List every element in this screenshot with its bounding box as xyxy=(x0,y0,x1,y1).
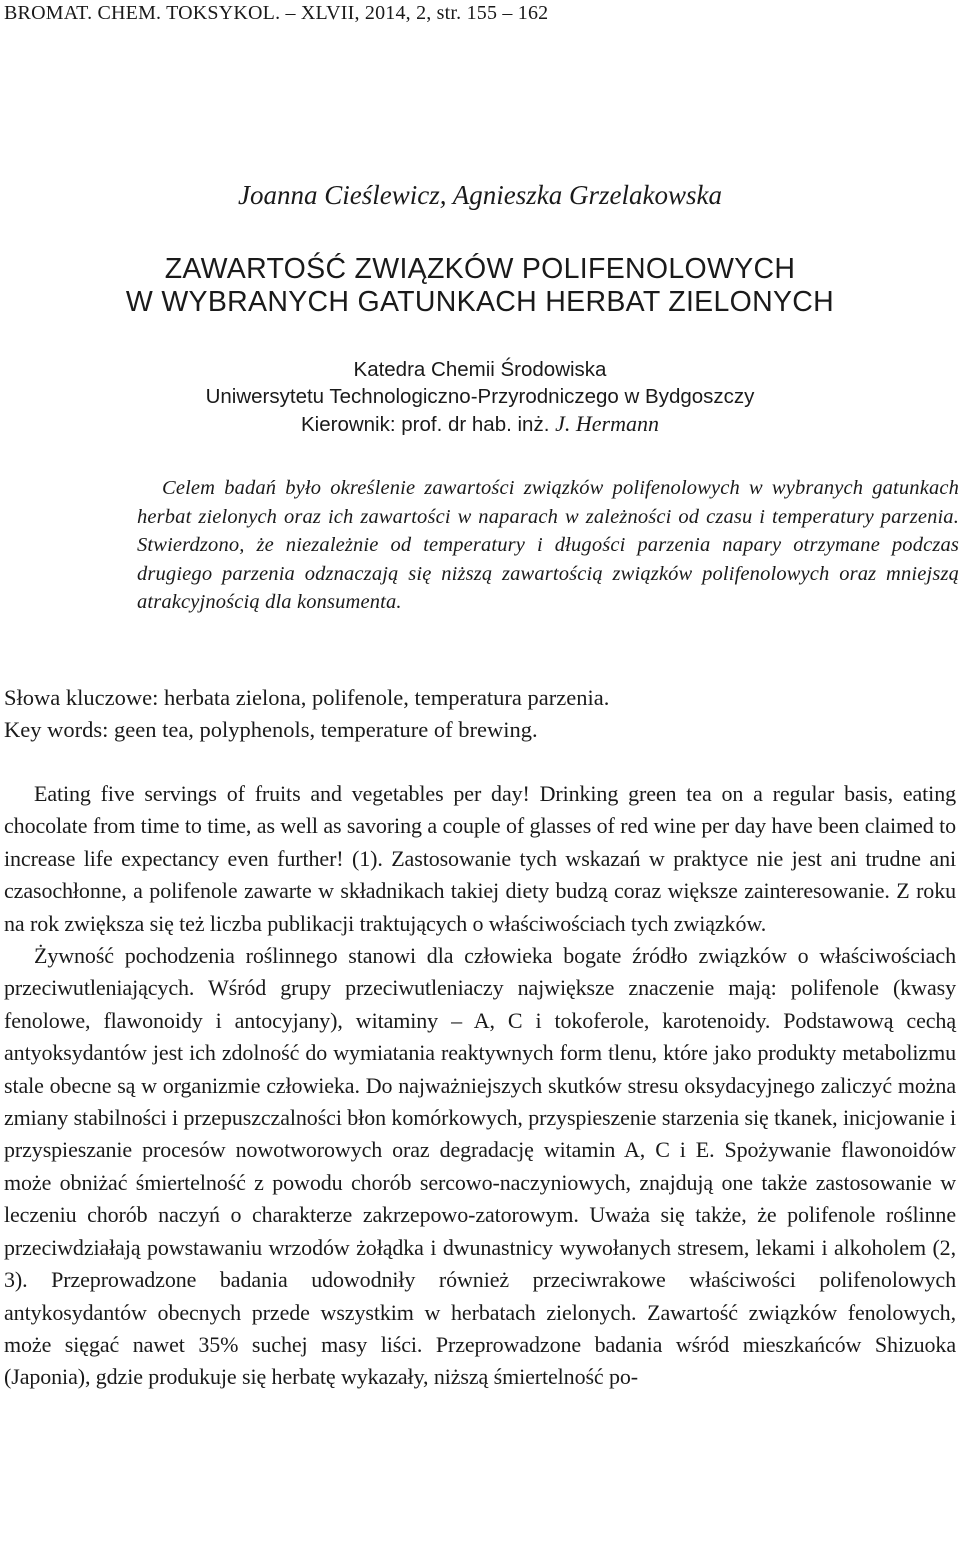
keywords-polish: Słowa kluczowe: herbata zielona, polifenole, temperatura parzenia. xyxy=(4,685,610,710)
body-paragraph-1: Eating five servings of fruits and vegetables per day! Drinking green tea on a regular basis, eating chocolate from time to time, as well as savoring a couple of glasses of red wine per day have been claimed to increase life expectancy even further! (1). Zastosowanie tych wskazań w praktyce nie jest ani trudne ani czasochłonne, a polifenole zawarte w składnikach takiej diety budzą coraz większe zainteresowanie. Z roku na rok zwiększa się też liczba publikacji traktujących o właściwościach tych związków. xyxy=(4,781,956,936)
department-head xyxy=(0,410,960,438)
article-authors: Joanna Cieślewicz, Agnieszka Grzelakowska xyxy=(238,180,722,210)
university-name: Uniwersytetu Technologiczno-Przyrodniczego w Bydgoszczy xyxy=(205,385,755,408)
affiliation-block xyxy=(0,356,960,438)
keywords-english: Key words: geen tea, polyphenols, temperature of brewing. xyxy=(4,717,538,742)
title-line-2: W WYBRANYCH GATUNKACH HERBAT ZIELONYCH xyxy=(125,286,835,318)
head-label: Kierownik: prof. dr hab. inż. xyxy=(301,413,550,436)
article-title xyxy=(0,253,960,319)
keywords-block xyxy=(4,682,954,746)
body-text xyxy=(4,778,956,1394)
abstract: Celem badań było określenie zawartości związków polifenolowych w wybranych gatunkach herbat zielonych oraz ich zawartości w naparach w zależności od czasu i temperatury parzenia. Stwierdzono, że niezależnie od temperatury i długości parzenia napary otrzymane podczas drugiego parzenia odznaczają się niższą zawartością związków polifenolowych oraz mniejszą atrakcyjnością dla konsumenta. xyxy=(137,477,959,614)
body-paragraph-2: Żywność pochodzenia roślinnego stanowi dla człowieka bogate źródło związków o właściwościach przeciwutleniających. Wśród grupy przeciwutleniaczy największe znaczenie mają: polifenole (kwasy fenolowe, flawonoidy i antocyjany), witaminy – A, C i tokoferole, karotenoidy. Podstawową cechą antyoksydantów jest ich zdolność do wymiatania reaktywnych form tlenu, które jako produkty metabolizmu stale obecne są w organizmie człowieka. Do najważniejszych skutków stresu oksydacyjnego zaliczyć można zmiany stabilności i przepuszczalności błon komórkowych, przyspieszenie starzenia się tkanek, inicjowanie i przyspieszanie procesów nowotworowych oraz degradację witamin A, C i E. Spożywanie flawonoidów może obniżać śmiertelność z powodu chorób sercowo-naczyniowych, znajdują one także zastosowanie w leczeniu chorób naczyń o charakterze zakrzepowo-zatorowym. Uważa się także, że polifenole roślinne przeciwdziałają powstawaniu wrzodów żołądka i dwunastnicy wywołanych stresem, lekami i alkoholem (2, 3). Przeprowadzone badania udowodniły również przeciwrakowe właściwości polifenolowych antykosydantów obecnych przede wszystkim w herbatach zielonych. Zawartość związków fenolowych, może sięgać nawet 35% suchej masy liści. Przeprowadzone badania wśród mieszkańców Shizuoka (Japonia), gdzie produkuje się herbatę wykazały, niższą śmiertelność po- xyxy=(4,943,956,1390)
department-name: Katedra Chemii Środowiska xyxy=(353,358,607,381)
title-line-1: ZAWARTOŚĆ ZWIĄZKÓW POLIFENOLOWYCH xyxy=(164,253,796,285)
journal-header: BROMAT. CHEM. TOKSYKOL. – XLVII, 2014, 2, str. 155 – 162 xyxy=(4,2,549,24)
head-name: J. Hermann xyxy=(555,411,659,436)
